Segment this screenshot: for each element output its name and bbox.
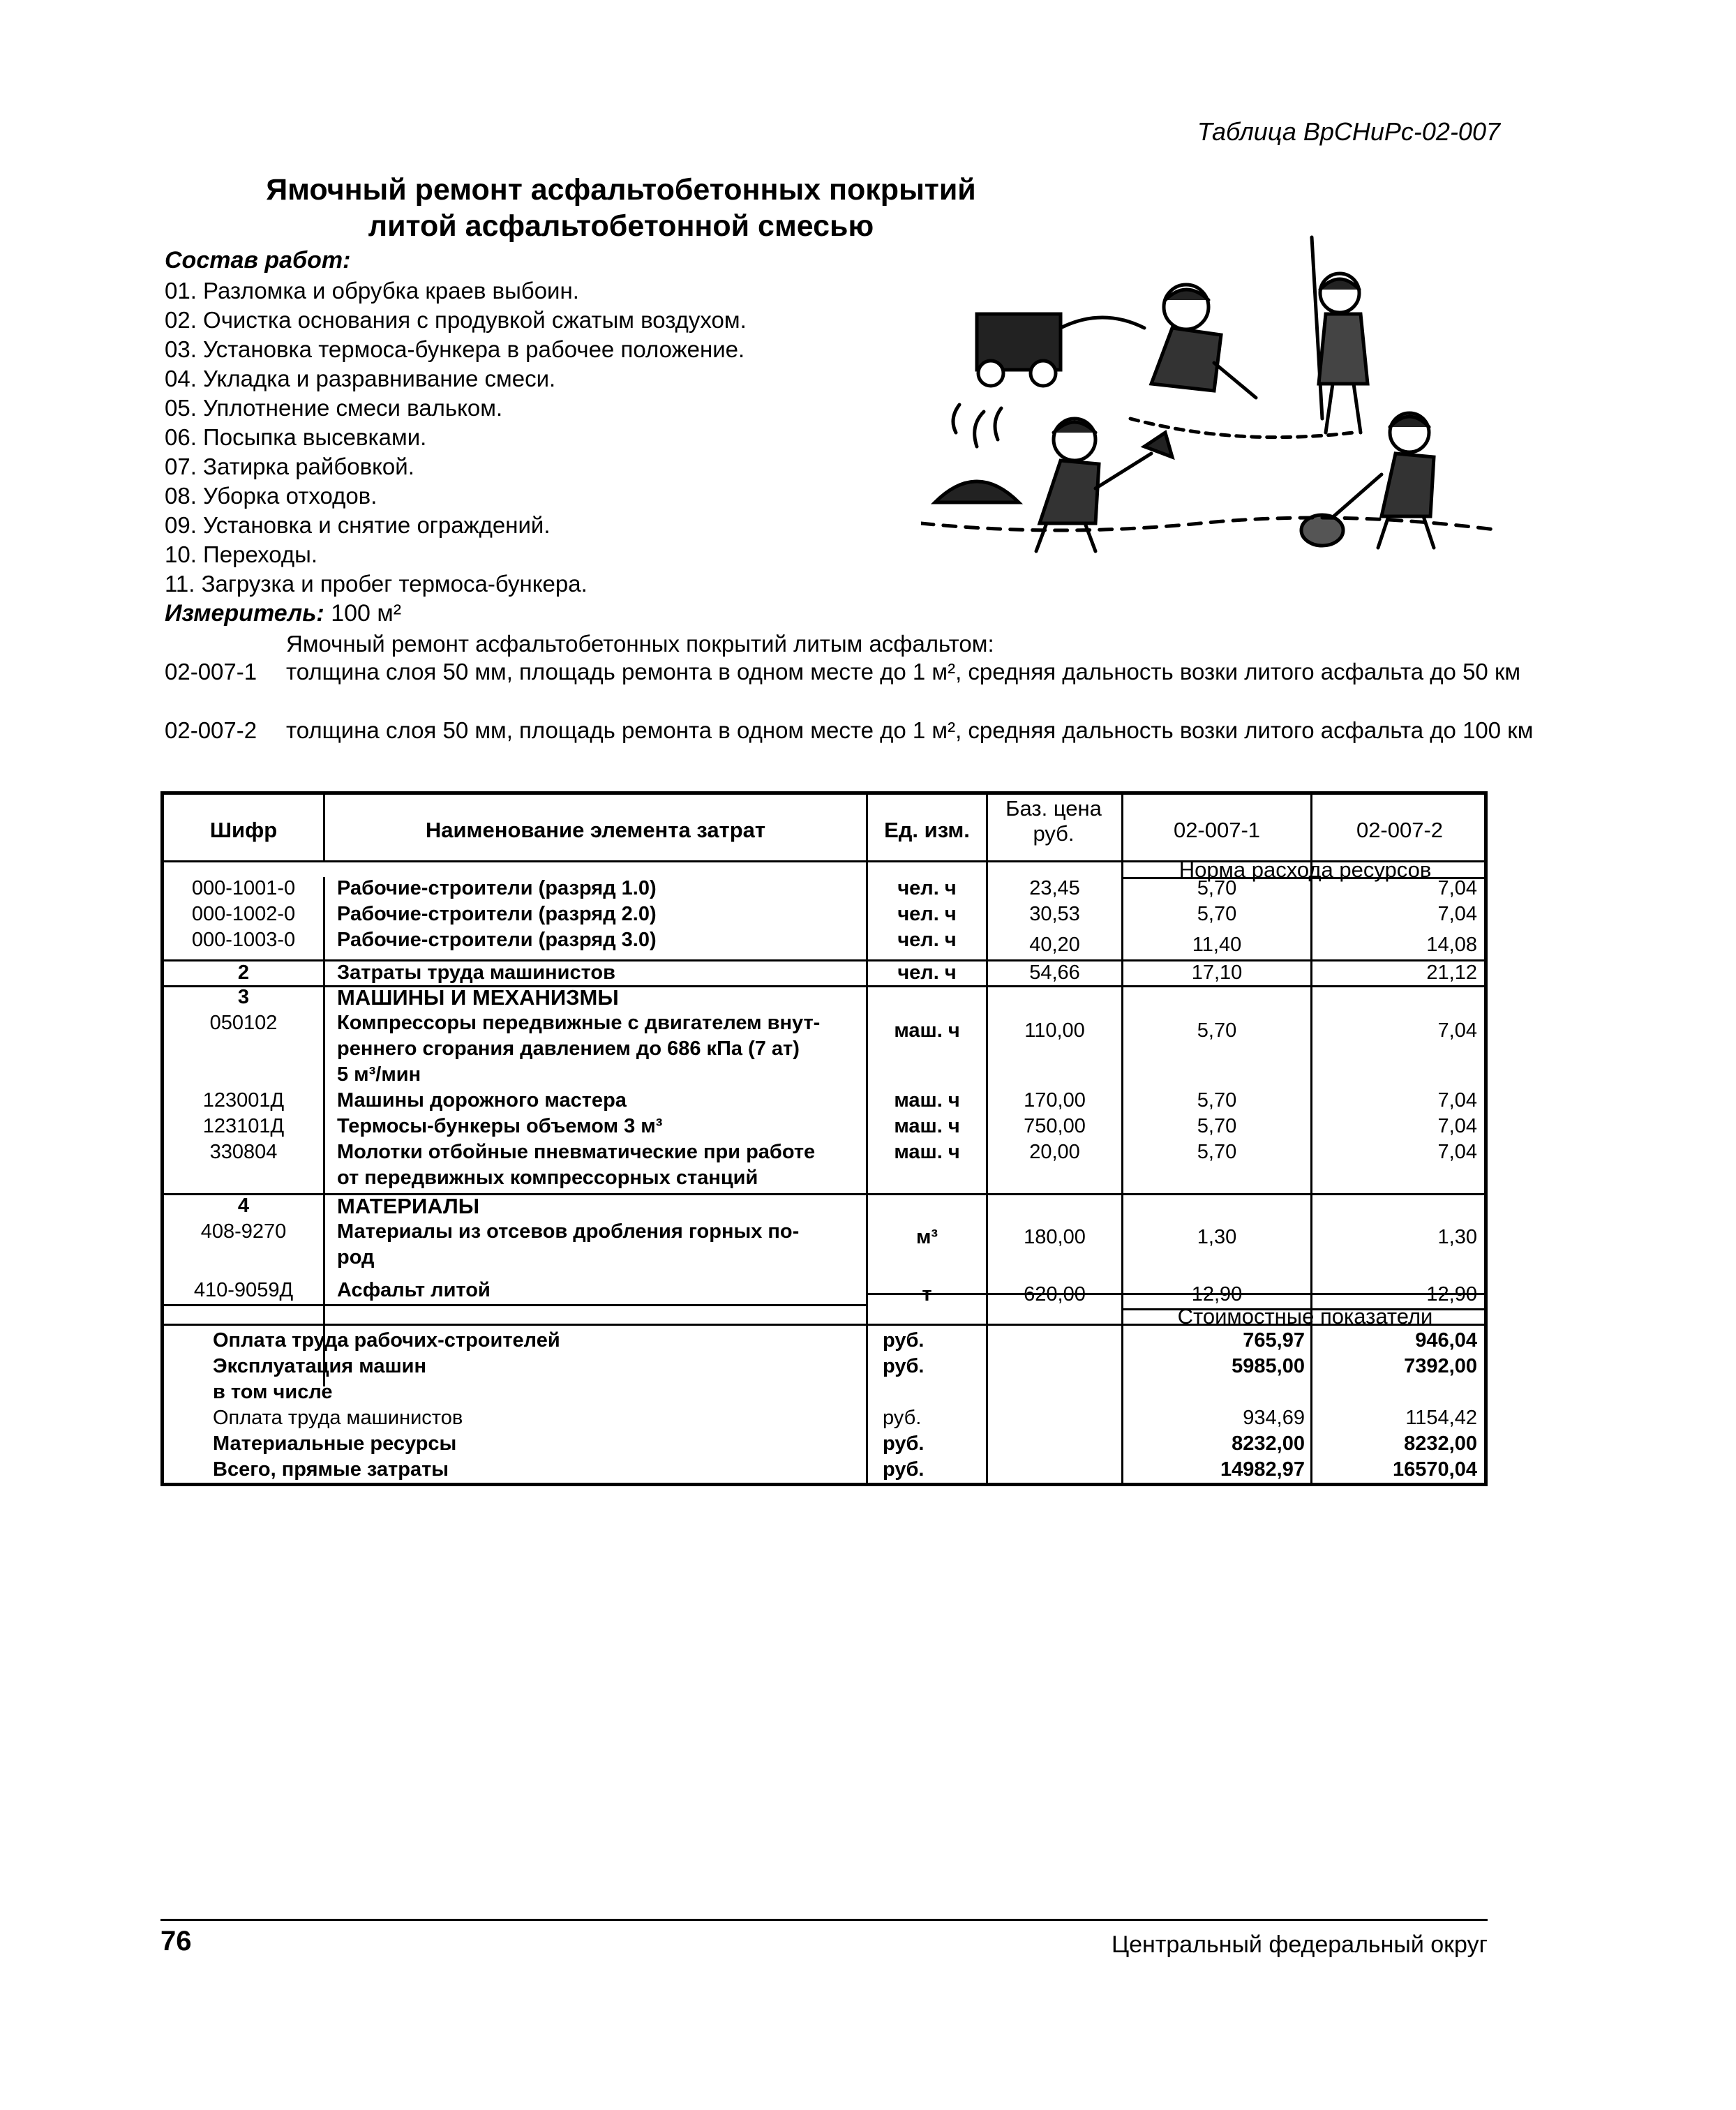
work-item: 10. Переходы. <box>165 541 317 567</box>
norm-section-label: Норма расхода ресурсов <box>1178 858 1432 882</box>
variant-text: толщина слоя 50 мм, площадь ремонта в одном месте до 1 м², средняя дальность возки литого асфальта до 100 км <box>286 717 1534 743</box>
cost-row-unit: руб. <box>883 1458 925 1481</box>
header-price: Баз. цена руб. <box>1005 796 1102 846</box>
cost-row-name: Оплата труда машинистов <box>213 1407 463 1429</box>
variants-intro: Ямочный ремонт асфальтобетонных покрытий литым асфальтом: <box>286 631 994 657</box>
row-price: 620,00 <box>1024 1283 1086 1305</box>
row-v2: 12,90 <box>1426 1283 1477 1305</box>
cost-row-name: Эксплуатация машин <box>213 1355 427 1377</box>
row-name-line: реннего сгорания давлением до 686 кПа (7 ат) <box>337 1038 800 1060</box>
row-name-line: Молотки отбойные пневматические при работе <box>337 1141 816 1163</box>
row-name <box>337 1010 820 1088</box>
row-name-line: Компрессоры передвижные с двигателем внут- <box>337 1012 821 1034</box>
resources-table <box>160 791 1488 1486</box>
row-unit: маш. ч <box>894 1089 960 1112</box>
cost-row-v2: 946,04 <box>1415 1329 1477 1352</box>
row-name: Затраты труда машинистов <box>337 962 615 984</box>
header-code: Шифр <box>209 818 278 842</box>
row-code: 330804 <box>209 1141 278 1163</box>
cost-v1-column <box>1123 1328 1305 1483</box>
row-v2: 7,04 <box>1437 1019 1477 1042</box>
cost-row-v1 <box>1123 1379 1305 1405</box>
row-name: Рабочие-строители (разряд 2.0) <box>337 903 657 925</box>
work-item: 01. Разломка и обрубка краев выбоин. <box>165 278 579 304</box>
row-price: 180,00 <box>1024 1226 1086 1248</box>
header-variant-1: 02-007-1 <box>1173 818 1261 842</box>
row-price: 750,00 <box>1024 1115 1086 1137</box>
row-v1: 5,70 <box>1197 1089 1237 1112</box>
row-v1: 5,70 <box>1197 1115 1237 1137</box>
work-composition-heading: Состав работ: <box>165 247 351 274</box>
cost-row-unit: руб. <box>883 1432 925 1455</box>
work-item: 11. Загрузка и пробег термоса-бункера. <box>165 571 588 597</box>
cost-row-name: Всего, прямые затраты <box>213 1458 449 1481</box>
measure-label: Измеритель: <box>165 600 324 627</box>
row-code: 123101Д <box>202 1115 285 1137</box>
row-unit: маш. ч <box>894 1141 960 1163</box>
row-name-line: от передвижных компрессорных станций <box>337 1167 758 1189</box>
row-name: Термосы-бункеры объемом 3 м³ <box>337 1115 663 1137</box>
row-name: Рабочие-строители (разряд 1.0) <box>337 877 657 899</box>
row-name: Машины дорожного мастера <box>337 1089 627 1112</box>
cost-row-v1: 5985,00 <box>1232 1355 1305 1377</box>
work-item: 08. Уборка отходов. <box>165 483 377 509</box>
row-price: 20,00 <box>1029 1141 1080 1163</box>
row-v2: 7,04 <box>1437 877 1477 899</box>
row-unit: маш. ч <box>894 1115 960 1137</box>
work-composition-list <box>165 276 747 599</box>
row-code: 408-9270 <box>200 1220 287 1243</box>
footer-divider <box>160 1919 1488 1921</box>
cost-names <box>213 1328 560 1483</box>
row-name-line: род <box>337 1246 375 1269</box>
work-item: 04. Укладка и разравнивание смеси. <box>165 366 556 391</box>
cost-row-v1: 934,69 <box>1243 1407 1305 1429</box>
table-reference: Таблица ВрСНиРс-02-007 <box>1197 117 1500 146</box>
variant-code: 02-007-2 <box>165 717 257 743</box>
row-v2: 7,04 <box>1437 1089 1477 1112</box>
row-unit: м³ <box>915 1226 938 1248</box>
section-code: 4 <box>237 1195 250 1217</box>
row-price: 40,20 <box>1029 934 1080 956</box>
row-code: 123001Д <box>202 1089 285 1112</box>
row-v1: 17,10 <box>1191 962 1243 984</box>
section-title: МАТЕРИАЛЫ <box>337 1194 480 1218</box>
row-v1: 5,70 <box>1197 1019 1237 1042</box>
variant-code: 02-007-1 <box>165 659 257 684</box>
row-v2: 1,30 <box>1437 1226 1477 1248</box>
row-unit: чел. ч <box>897 962 957 984</box>
work-item: 05. Уплотнение смеси вальком. <box>165 395 503 421</box>
title-line-1: Ямочный ремонт асфальтобетонных покрытий <box>266 173 976 207</box>
row-name-line: Материалы из отсевов дробления горных по- <box>337 1220 800 1243</box>
variant-text: толщина слоя 50 мм, площадь ремонта в одном месте до 1 м², средняя дальность возки литого асфальта до 50 км <box>286 659 1521 684</box>
cost-row-v2: 1154,42 <box>1405 1407 1477 1429</box>
cost-row-v1: 765,97 <box>1243 1329 1305 1352</box>
work-item: 03. Установка термоса-бункера в рабочее положение. <box>165 336 745 362</box>
row-price: 30,53 <box>1029 903 1080 925</box>
cost-row-unit: руб. <box>883 1329 925 1352</box>
row-unit: маш. ч <box>894 1019 960 1042</box>
road-workers-illustration <box>921 223 1500 565</box>
row-v1: 12,90 <box>1191 1283 1243 1305</box>
row-code: 000-1003-0 <box>191 929 296 951</box>
cost-row-v2: 7392,00 <box>1404 1355 1477 1377</box>
row-v2: 7,04 <box>1437 1115 1477 1137</box>
row-name <box>337 1219 799 1271</box>
section-code: 3 <box>237 986 250 1008</box>
header-unit: Ед. изм. <box>884 818 970 842</box>
row-code: 050102 <box>209 1012 278 1034</box>
row-v1: 5,70 <box>1197 903 1237 925</box>
row-name <box>337 1139 815 1191</box>
cost-units <box>883 1328 924 1483</box>
row-code: 2 <box>237 962 250 984</box>
footer-region: Центральный федеральный округ <box>1111 1931 1488 1958</box>
page-number: 76 <box>160 1926 192 1956</box>
row-v2: 7,04 <box>1437 1141 1477 1163</box>
row-price: 170,00 <box>1024 1089 1086 1112</box>
work-item: 07. Затирка райбовкой. <box>165 454 414 479</box>
row-v2: 7,04 <box>1437 903 1477 925</box>
cost-row-name: Материальные ресурсы <box>213 1432 457 1455</box>
work-item: 09. Установка и снятие ограждений. <box>165 512 551 538</box>
cost-row-unit <box>883 1379 924 1405</box>
row-name-line: 5 м³/мин <box>337 1063 421 1086</box>
cost-row-unit: руб. <box>883 1407 922 1429</box>
row-v1: 5,70 <box>1197 1141 1237 1163</box>
header-name: Наименование элемента затрат <box>425 818 766 842</box>
measure-unit <box>165 600 401 627</box>
row-price: 23,45 <box>1029 877 1080 899</box>
row-code: 000-1002-0 <box>191 903 296 925</box>
title-line-2: литой асфальтобетонной смесью <box>368 209 874 243</box>
row-v2: 14,08 <box>1426 934 1477 956</box>
cost-row-v2 <box>1312 1379 1477 1405</box>
row-price: 110,00 <box>1024 1019 1085 1042</box>
cost-row-v2: 8232,00 <box>1404 1432 1477 1455</box>
cost-row-name: Оплата труда рабочих-строителей <box>213 1329 560 1352</box>
cost-row-v1: 14982,97 <box>1220 1458 1305 1481</box>
row-unit: чел. ч <box>897 877 957 899</box>
row-name: Рабочие-строители (разряд 3.0) <box>337 929 657 951</box>
row-unit: чел. ч <box>897 929 957 951</box>
row-unit: т <box>922 1283 932 1305</box>
row-code: 410-9059Д <box>193 1279 294 1301</box>
row-name: Асфальт литой <box>337 1279 491 1301</box>
row-v1: 1,30 <box>1197 1226 1237 1248</box>
cost-v2-column <box>1312 1328 1477 1483</box>
row-v2: 21,12 <box>1426 962 1477 984</box>
row-code: 000-1001-0 <box>191 877 296 899</box>
cost-row-v2: 16570,04 <box>1393 1458 1477 1481</box>
row-price: 54,66 <box>1029 962 1080 984</box>
row-v1: 5,70 <box>1197 877 1237 899</box>
row-v1: 11,40 <box>1192 934 1242 956</box>
cost-row-unit: руб. <box>883 1355 925 1377</box>
work-item: 06. Посыпка высевками. <box>165 424 427 450</box>
row-unit: чел. ч <box>897 903 957 925</box>
cost-row-name: в том числе <box>213 1381 333 1403</box>
section-title: МАШИНЫ И МЕХАНИЗМЫ <box>337 985 619 1010</box>
work-item: 02. Очистка основания с продувкой сжатым воздухом. <box>165 307 747 333</box>
cost-section-label: Стоимостные показатели <box>1177 1304 1433 1329</box>
header-variant-2: 02-007-2 <box>1356 818 1444 842</box>
cost-row-v1: 8232,00 <box>1232 1432 1305 1455</box>
measure-value: 100 м² <box>331 600 402 627</box>
